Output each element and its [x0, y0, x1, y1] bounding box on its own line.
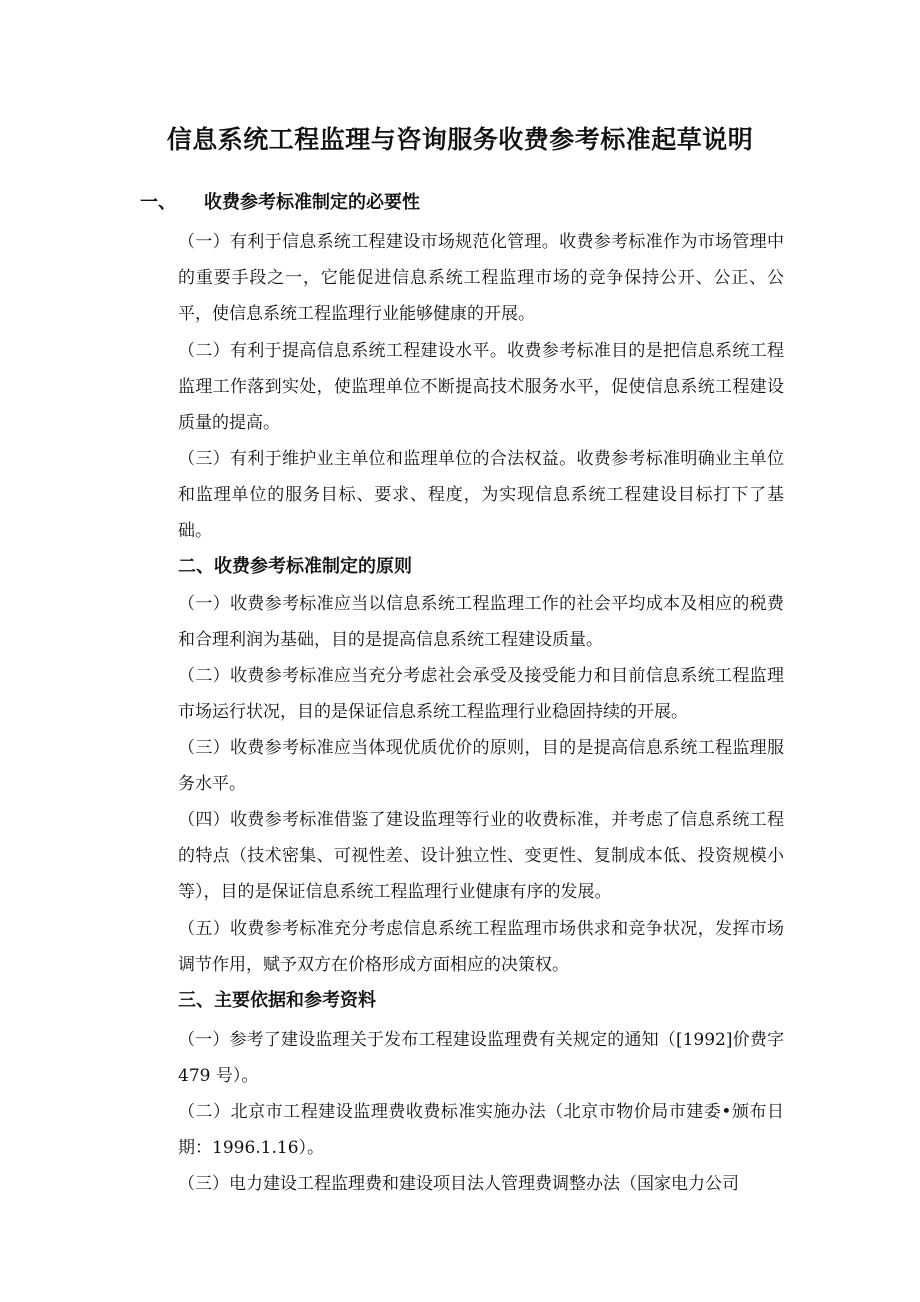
- section-number-1: 一、: [140, 192, 176, 213]
- paragraph: （一）收费参考标准应当以信息系统工程监理工作的社会平均成本及相应的税费和合理利润为基础，目的是提高信息系统工程建设质量。: [178, 594, 784, 650]
- paragraph: （一）有利于信息系统工程建设市场规范化管理。收费参考标准作为市场管理中的重要手段之一，它能促进信息系统工程监理市场的竞争保持公开、公正、公平，使信息系统工程监理行业能够健康的开展。: [178, 232, 784, 324]
- section-heading-3: 三、主要依据和参考资料: [178, 990, 376, 1011]
- section-heading-2: 二、收费参考标准制定的原则: [178, 556, 412, 577]
- paragraph: （三）有利于维护业主单位和监理单位的合法权益。收费参考标准明确业主单位和监理单位的服务目标、要求、程度，为实现信息系统工程建设目标打下了基础。: [178, 449, 784, 541]
- section-heading-1-text: 收费参考标准制定的必要性: [204, 192, 420, 213]
- paragraph: （二）有利于提高信息系统工程建设水平。收费参考标准目的是把信息系统工程监理工作落到实处，使监理单位不断提高技术服务水平，促使信息系统工程建设质量的提高。: [178, 341, 784, 433]
- section-heading-1: [140, 188, 420, 214]
- paragraph: （三）收费参考标准应当体现优质优价的原则，目的是提高信息系统工程监理服务水平。: [178, 738, 784, 794]
- paragraph: （四）收费参考标准借鉴了建设监理等行业的收费标准，并考虑了信息系统工程的特点（技术密集、可视性差、设计独立性、变更性、复制成本低、投资规模小等），目的是保证信息系统工程监理行业健康有序的发展。: [178, 810, 784, 902]
- paragraph: （一）参考了建设监理关于发布工程建设监理费有关规定的通知（[1992]价费字 479 号）。: [178, 1030, 784, 1086]
- paragraph: （二）北京市工程建设监理费收费标准实施办法（北京市物价局市建委•颁布日期：1996.1.16）。: [178, 1102, 784, 1158]
- paragraph: （五）收费参考标准充分考虑信息系统工程监理市场供求和竞争状况，发挥市场调节作用，赋予双方在价格形成方面相应的决策权。: [178, 919, 784, 975]
- paragraph: （三）电力建设工程监理费和建设项目法人管理费调整办法（国家电力公司: [178, 1174, 739, 1194]
- document-title: 信息系统工程监理与咨询服务收费参考标准起草说明: [166, 125, 754, 154]
- paragraph: （二）收费参考标准应当充分考虑社会承受及接受能力和目前信息系统工程监理市场运行状况，目的是保证信息系统工程监理行业稳固持续的开展。: [178, 666, 784, 722]
